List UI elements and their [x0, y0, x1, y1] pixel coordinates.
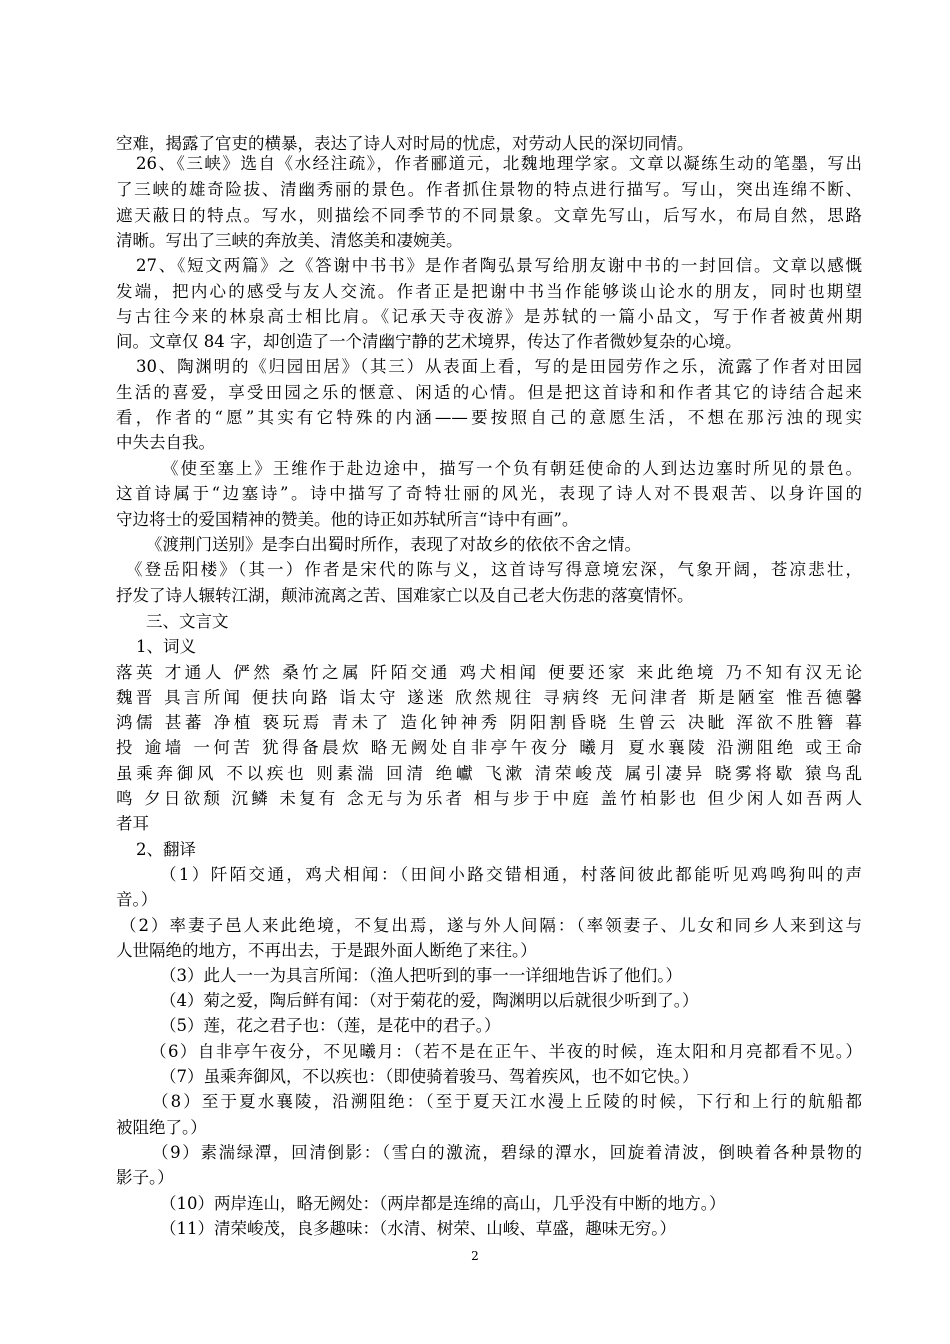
- text-line: （7）虽乘奔御风，不以疾也：（即使骑着骏马、驾着疾风，也不如它快。）: [160, 1067, 699, 1086]
- text-line: 守边将士的爱国精神的赞美。他的诗正如苏轼所言“诗中有画”。: [116, 510, 579, 529]
- text-line: 魏晋 具言所闻 便扶向路 诣太守 遂迷 欣然规往 寻病终 无问津者 斯是陋室 惟吾德馨: [116, 688, 862, 707]
- text-line: （3）此人一一为具言所闻：（渔人把听到的事一一详细地告诉了他们。）: [160, 966, 682, 985]
- text-line: （4）菊之爱，陶后鲜有闻：（对于菊花的爱，陶渊明以后就很少听到了。）: [160, 991, 699, 1010]
- text-line: 人世隔绝的地方，不再出去，于是跟外面人断绝了来往。）: [116, 941, 537, 960]
- text-line: 这首诗属于“边塞诗”。诗中描写了奇特壮丽的风光，表现了诗人对不畏艰苦、以身许国的: [116, 484, 862, 503]
- text-line: 看，作者的“愿”其实有它特殊的内涵——要按照自己的意愿生活，不想在那污浊的现实: [116, 408, 862, 427]
- text-line: 发端，把内心的感受与友人交流。作者正是把谢中书当作能够谈山论水的朋友，同时也期望: [116, 282, 862, 301]
- text-line: 鸿儒 甚蕃 净植 亵玩焉 青未了 造化钟神秀 阴阳割昏晓 生曾云 决眦 浑欲不胜簪 暮: [116, 713, 862, 732]
- text-line: 遮天蔽日的特点。写水，则描绘不同季节的不同景象。文章先写山，后写水，布局自然，思路: [116, 206, 862, 225]
- text-line: （11）清荣峻茂，良多趣味：（水清、树荣、山峻、草盛，趣味无穷。）: [160, 1219, 676, 1238]
- text-line: （10）两岸连山，略无阙处：（两岸都是连绵的高山，几乎没有中断的地方。）: [160, 1194, 726, 1213]
- text-line: 26、《三峡》选自《水经注疏》，作者郦道元，北魏地理学家。文章以凝练生动的笔墨，写出: [136, 154, 862, 173]
- text-line: 2、翻译: [136, 840, 196, 859]
- text-line: 清晰。写出了三峡的奔放美、清悠美和凄婉美。: [116, 231, 463, 250]
- text-line: 投 逾墙 一何苦 犹得备晨炊 略无阙处自非亭午夜分 曦月 夏水襄陵 沿溯阻绝 或王命: [116, 738, 862, 757]
- text-line: 鸣 夕日欲颓 沉鳞 未复有 念无与为乐者 相与步于中庭 盖竹柏影也 但少闲人如吾两人: [116, 789, 862, 808]
- text-line: （9）素湍绿潭，回清倒影：（雪白的激流，碧绿的潭水，回旋着清波，倒映着各种景物的: [152, 1143, 862, 1162]
- text-line: 虽乘奔御风 不以疾也 则素湍 回清 绝巘 飞漱 清荣峻茂 属引凄异 晓雾将歇 猿鸟乱: [116, 764, 862, 783]
- text-line: 影子。）: [116, 1168, 174, 1187]
- text-line: （5）莲，花之君子也：（莲，是花中的君子。）: [160, 1016, 501, 1035]
- text-line: 27、《短文两篇》之《答谢中书书》是作者陶弘景写给朋友谢中书的一封回信。文章以感慨: [136, 256, 862, 275]
- text-line: 《登岳阳楼》（其一）作者是宋代的陈与义，这首诗写得意境宏深，气象开阔，苍凉悲壮，: [126, 560, 862, 579]
- text-line: 了三峡的雄奇险拔、清幽秀丽的景色。作者抓住景物的特点进行描写。写山，突出连绵不断、: [116, 180, 862, 199]
- text-line: 1、词义: [136, 637, 196, 656]
- text-line: 抒发了诗人辗转江湖，颠沛流离之苦、国难家亡以及自己老大伤悲的落寞情怀。: [116, 586, 694, 605]
- text-line: 30、陶渊明的《归园田居》（其三）从表面上看，写的是田园劳作之乐，流露了作者对田园: [136, 357, 862, 376]
- text-line: 间。文章仅 84 字，却创造了一个清幽宁静的艺术境界，传达了作者微妙复杂的心境。: [116, 332, 742, 351]
- text-line: 音。）: [116, 890, 158, 909]
- text-line: （8）至于夏水襄陵，沿溯阻绝：（至于夏天江水漫上丘陵的时候，下行和上行的航船都: [152, 1092, 862, 1111]
- text-line: 者耳: [116, 814, 149, 833]
- text-line: 中失去自我。: [116, 433, 215, 452]
- text-line: 与古往今来的林泉高士相比肩。《记承天寺夜游》是苏轼的一篇小品文，写于作者被黄州期: [116, 307, 862, 326]
- text-line: 三、文言文: [146, 612, 229, 631]
- text-line: 空难，揭露了官吏的横暴，表达了诗人对时局的忧虑，对劳动人民的深切同情。: [116, 134, 694, 153]
- text-line: 《渡荆门送别》是李白出蜀时所作，表现了对故乡的依依不舍之情。: [146, 535, 641, 554]
- text-line: （2）率妻子邑人来此绝境，不复出焉，遂与外人间隔：（率领妻子、儿女和同乡人来到这与: [120, 916, 862, 935]
- text-line: 落英 才通人 俨然 桑竹之属 阡陌交通 鸡犬相闻 便要还家 来此绝境 乃不知有汉无论: [116, 663, 862, 682]
- text-line: （6）自非亭午夜分，不见曦月：（若不是在正午、半夜的时候，连太阳和月亮都看不见。）: [150, 1042, 862, 1061]
- text-line: 《使至塞上》王维作于赴边途中，描写一个负有朝廷使命的人到达边塞时所见的景色。: [162, 459, 862, 478]
- text-line: 生活的喜爱，享受田园之乐的惬意、闲适的心情。但是把这首诗和和作者其它的诗结合起来: [116, 383, 862, 402]
- text-line: （1）阡陌交通，鸡犬相闻：（田间小路交错相通，村落间彼此都能听见鸡鸣狗叫的声: [160, 865, 862, 884]
- page-number: 2: [471, 1249, 479, 1263]
- text-line: 被阻绝了。）: [116, 1118, 207, 1137]
